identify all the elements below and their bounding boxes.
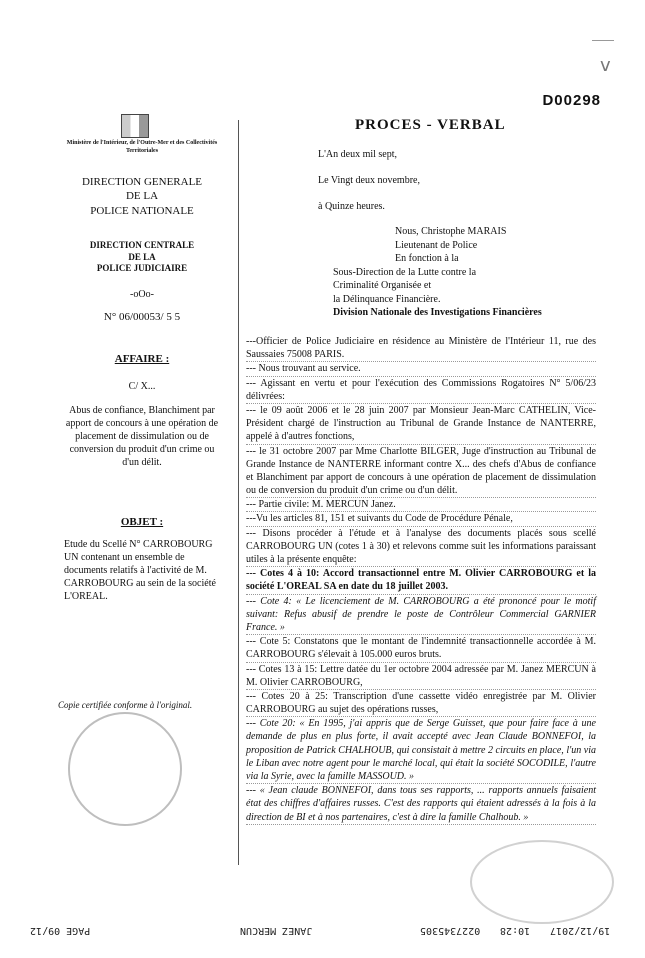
- body-paragraph: --- Agissant en vertu et pour l'exécution des Commissions Rogatoires N° 5/06/23 délivrées:: [246, 377, 596, 404]
- body-paragraph: --- Disons procéder à l'étude et à l'analyse des documents placés sous scellé CARROBOURG UN (cotes 1 à 30) et relevons comme suit les informations paraissant utiles à la présente enquête:: [246, 527, 596, 568]
- body-paragraph: --- Cote 5: Constatons que le montant de l'indemnité transactionnelle accordée à M. CARROBOURG s'élevait à 105.000 euros bruts.: [246, 635, 596, 662]
- dir-central-line: DIRECTION CENTRALE: [89, 240, 195, 250]
- officer-line: Nous, Christophe MARAIS: [395, 226, 507, 237]
- document-id: D00298: [542, 92, 601, 109]
- body-text: [246, 335, 596, 825]
- date-line-3: à Quinze heures.: [318, 201, 385, 212]
- column-divider: [238, 120, 239, 865]
- handwritten-mark: v: [600, 55, 611, 76]
- republic-emblem-icon: [121, 114, 149, 138]
- officer-line: Division Nationale des Investigations Financières: [333, 307, 542, 318]
- affaire-value: C/ X...: [128, 381, 156, 392]
- direction-generale: [52, 175, 232, 218]
- fax-page: PAGE 09/12: [30, 925, 91, 936]
- body-paragraph: --- Nous trouvant au service.: [246, 362, 596, 376]
- dir-general-line: POLICE NATIONALE: [90, 204, 194, 217]
- body-paragraph: --- « Jean claude BONNEFOI, dans tous ses rapports, ... rapports annuels faisaient état des chiffres d'affaires russes. C'est des rapports qui étaient adressés à la fois à la direction de BI et à nos partenaires, c'est à dire la famille Chalhoub. »: [246, 784, 596, 825]
- dir-central-line: DE LA: [128, 251, 156, 262]
- case-number: N° 06/00053/ 5 5: [103, 311, 181, 323]
- objet-label: OBJET :: [120, 516, 164, 528]
- date-line-1: L'An deux mil sept,: [318, 149, 398, 160]
- officer-line: En fonction à la: [395, 253, 459, 264]
- body-paragraph: --- Cotes 20 à 25: Transcription d'une cassette vidéo enregistrée par M. Olivier CARROBOURG au sujet des opérations russes,: [246, 690, 596, 717]
- body-paragraph: --- Cotes 13 à 15: Lettre datée du 1er octobre 2004 adressée par M. Janez MERCUN à M. Olivier CARROBOURG,: [246, 663, 596, 690]
- fax-time: 10:28: [500, 925, 531, 936]
- body-paragraph: ---Officier de Police Judiciaire en résidence au Ministère de l'Intérieur 11, rue des Saussaies 75008 PARIS.: [246, 335, 596, 362]
- fax-date: 19/12/2017: [550, 925, 611, 936]
- separator: -oOo-: [130, 289, 154, 300]
- officer-line: Criminalité Organisée et: [333, 280, 432, 291]
- dir-general-line: DE LA: [125, 190, 159, 203]
- body-paragraph: ---Vu les articles 81, 151 et suivants du Code de Procédure Pénale,: [246, 512, 596, 526]
- officer-block: [333, 225, 542, 320]
- officer-line: Sous-Direction de la Lutte contre la: [333, 266, 477, 278]
- corner-line: [592, 40, 614, 41]
- body-paragraph: --- le 09 août 2006 et le 28 juin 2007 par Monsieur Jean-Marc CATHELIN, Vice-Président chargé de l'instruction au Tribunal de Grande Instance de NANTERRE, appelé à d'autres fonctions,: [246, 404, 596, 445]
- date-line-2: Le Vingt deux novembre,: [318, 175, 420, 186]
- page-title: PROCES - VERBAL: [355, 117, 506, 133]
- body-paragraph: --- Partie civile: M. MERCUN Janez.: [246, 498, 596, 512]
- ministry-name: Ministère de l'Intérieur, de l'Outre-Mer et des Collectivités Territoriales: [66, 140, 218, 154]
- official-stamp: [470, 840, 614, 924]
- dir-central-line: POLICE JUDICIAIRE: [96, 263, 188, 274]
- officer-line: la Délinquance Financière.: [333, 293, 441, 305]
- copy-certification: Copie certifiée conforme à l'original.: [58, 700, 193, 710]
- body-paragraph: --- Cote 4: « Le licenciement de M. CARROBOURG a été prononcé pour le motif suivant: Refus abusif de prendre le poste de Contrôleur Commercial GARNIER France. »: [246, 595, 596, 636]
- dir-general-line: DIRECTION GENERALE: [81, 176, 203, 188]
- fax-sender: JANEZ MERCUN: [240, 925, 313, 936]
- body-paragraph: --- le 31 octobre 2007 par Mme Charlotte BILGER, Juge d'instruction au Tribunal de Grande Instance de NANTERRE informant contre X... des chefs d'Abus de confiance et Blanchiment par apport de concours à une opération de placement de dissimulation ou de conversion du produit d'un crime ou d'un délit.: [246, 445, 596, 499]
- affaire-label: AFFAIRE :: [114, 353, 170, 365]
- body-paragraph: --- Cotes 4 à 10: Accord transactionnel entre M. Olivier CARROBOURG et la société L'OREAL SA en date du 18 juillet 2003.: [246, 567, 596, 594]
- direction-centrale: [52, 240, 232, 275]
- police-stamp: [68, 712, 182, 826]
- officer-line: Lieutenant de Police: [395, 239, 478, 251]
- body-paragraph: --- Cote 20: « En 1995, j'ai appris que de Serge Guisset, que pour faire face à une demande de plus en plus forte, il avait accepté avec Jean Claude BONNEFOI, la proposition de Patrick CHALHOUB, qui consistait à mettre 2 circuits en place, l'un via le Liban avec notre agent pour le marché local, qui était la société SOCODILE, l'autre via la Syrie, avec la famille MASSOUD. »: [246, 717, 596, 784]
- objet-description: Etude du Scellé N° CARROBOURG UN contenant un ensemble de documents relatifs à l'activité de M. CARROBOURG au sein de la société L'OREAL.: [64, 539, 216, 602]
- fax-number: 0227345305: [420, 925, 481, 936]
- affaire-description: Abus de confiance, Blanchiment par apport de concours à une opération de placement de dissimulation ou de conversion du produit d'un crime ou d'un délit.: [65, 405, 219, 468]
